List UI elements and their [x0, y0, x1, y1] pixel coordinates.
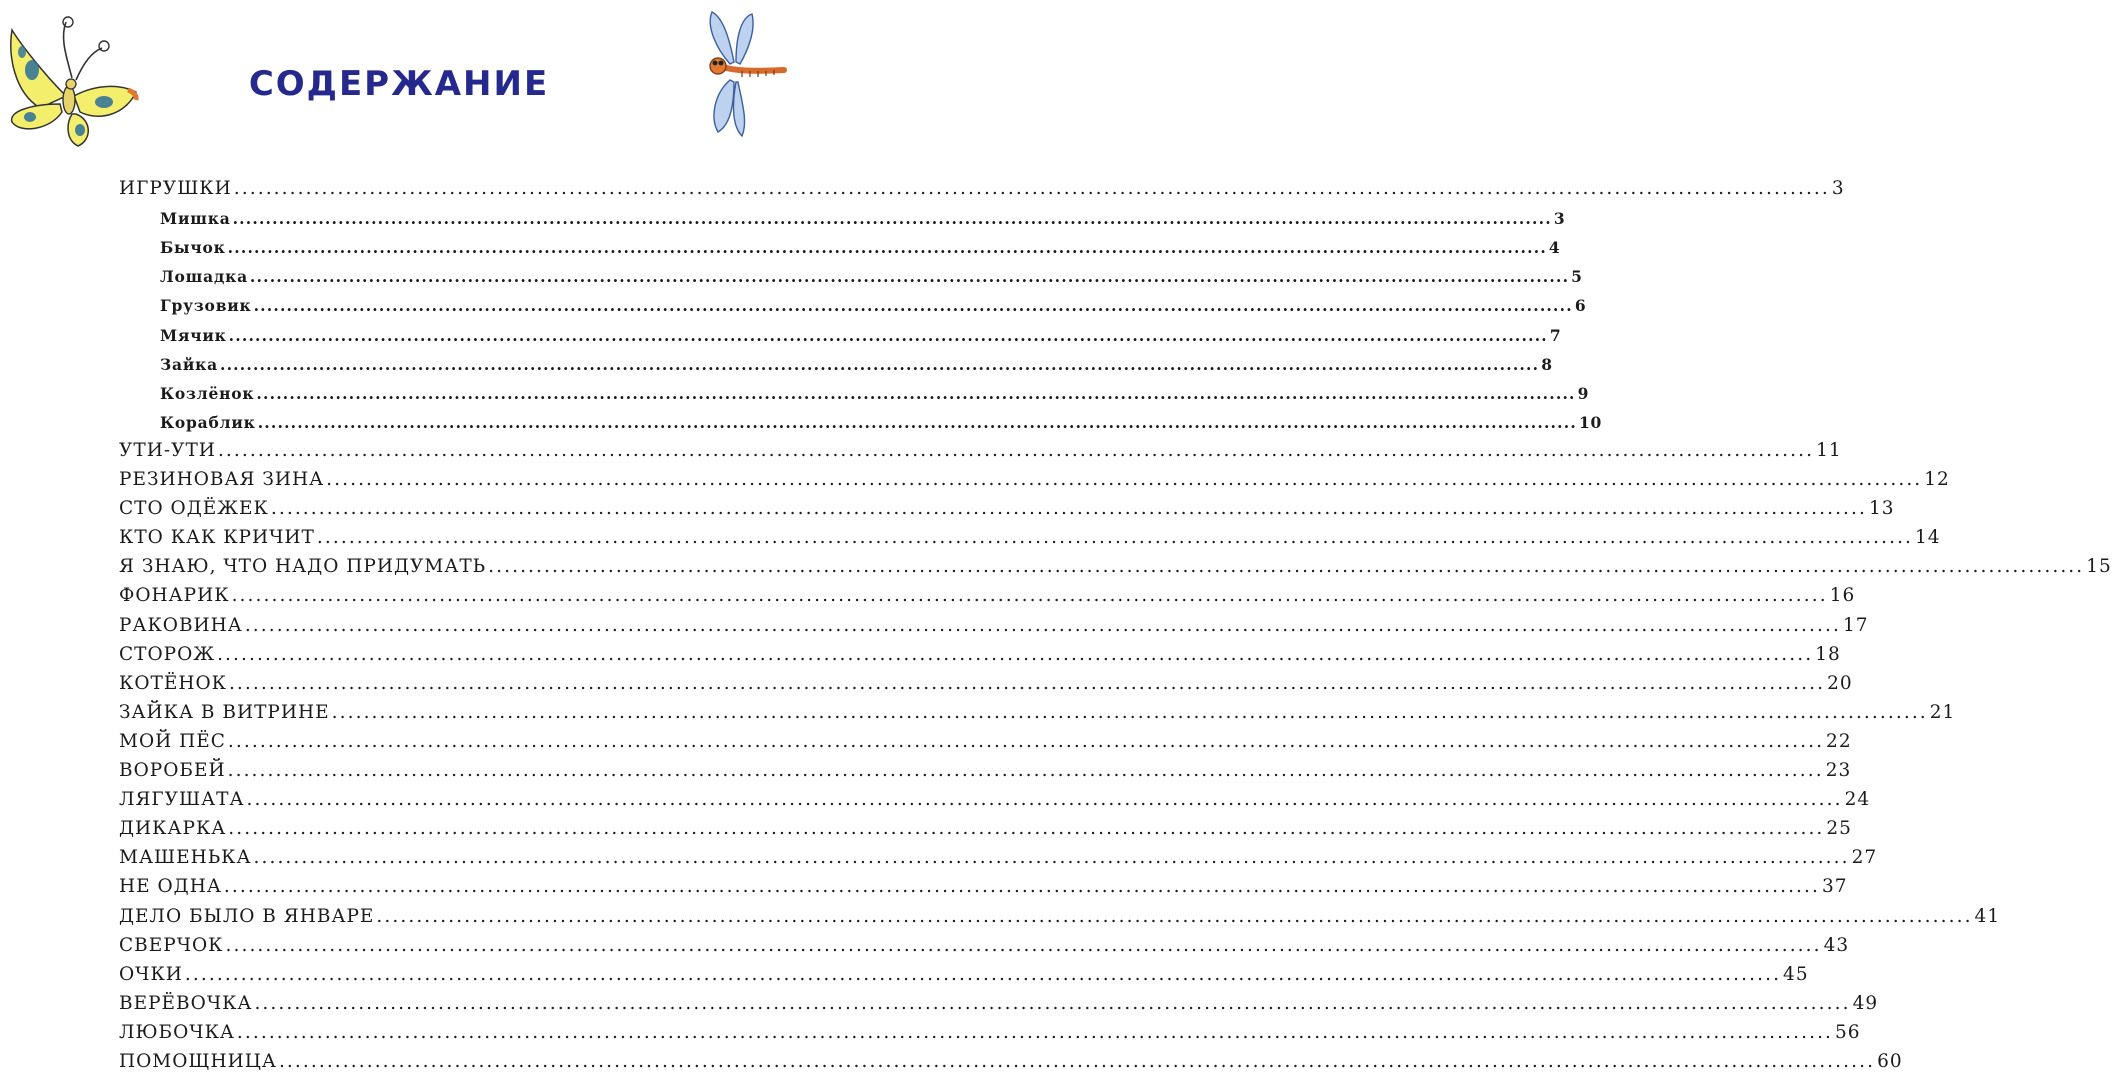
toc-entry-title: ОЧКИ: [119, 963, 183, 985]
toc-page-number: 15: [2086, 556, 2112, 578]
toc-entry: [0, 752, 1852, 781]
toc-page-number: 14: [1915, 527, 1941, 549]
toc-entry-title: СТО ОДЁЖЕК: [119, 498, 269, 520]
toc-entry-title: КТО КАК КРИЧИТ: [119, 527, 315, 549]
toc-entry-title: КОТЁНОК: [119, 672, 227, 694]
dot-leader: ........................................................................................................................................................................................................: [227, 760, 1824, 781]
dot-leader: ........................................................................................................................................................................................................: [244, 614, 1841, 636]
dot-leader: ........................................................................................................................................................................................................: [228, 325, 1548, 345]
toc-entry: [0, 1014, 1861, 1043]
toc-page-number: 3: [1553, 209, 1566, 229]
dot-leader: ........................................................................................................................................................................................................: [331, 701, 1928, 723]
toc-page-number: 25: [1826, 818, 1852, 840]
toc-entry-title: Мячик: [160, 325, 227, 345]
toc-entry: [0, 490, 1895, 520]
toc-page-number: 18: [1815, 643, 1841, 665]
toc-entry-title: ДЕЛО БЫЛО В ЯНВАРЕ: [119, 905, 375, 927]
toc-entry: [0, 723, 1852, 752]
toc-entry-title: Зайка: [160, 354, 218, 374]
dot-leader: ........................................................................................................................................................................................................: [236, 1021, 1834, 1043]
toc-page-number: 24: [1844, 789, 1871, 811]
toc-entry: [0, 810, 1852, 840]
toc-page-number: 8: [1541, 354, 1553, 374]
toc-entry-title: УТИ-УТИ: [119, 439, 216, 461]
toc-page-number: 41: [1974, 905, 2001, 927]
dot-leader: ........................................................................................................................................................................................................: [488, 556, 2085, 578]
toc-entry-title: НЕ ОДНА: [119, 876, 222, 898]
dot-leader: ........................................................................................................................................................................................................: [227, 730, 1825, 752]
toc-entry: [0, 519, 1941, 549]
toc-entry: [0, 1043, 1903, 1072]
toc-page-number: 23: [1825, 760, 1852, 781]
toc-entry: [0, 868, 1848, 898]
dot-leader: ........................................................................................................................................................................................................: [231, 585, 1828, 607]
toc-entry-title: Я ЗНАЮ, ЧТО НАДО ПРИДУМАТЬ: [119, 556, 487, 578]
toc-page-number: 5: [1571, 267, 1583, 287]
toc-entry-title: ВЕРЁВОЧКА: [119, 992, 253, 1014]
toc-entry: [0, 956, 1809, 985]
toc-page-number: 20: [1827, 672, 1853, 694]
dot-leader: ........................................................................................................................................................................................................: [253, 847, 1850, 869]
toc-page-number: 10: [1578, 412, 1603, 432]
toc-page-number: 43: [1823, 934, 1850, 956]
toc-entry-title: Козлёнок: [160, 383, 255, 403]
toc-subentry: [0, 257, 1583, 287]
dot-leader: ........................................................................................................................................................................................................: [223, 876, 1820, 898]
toc-page-number: 12: [1924, 469, 1950, 490]
toc-entry: [0, 577, 1856, 607]
dot-leader: ........................................................................................................................................................................................................: [376, 905, 1973, 927]
dot-leader: ........................................................................................................................................................................................................: [253, 296, 1573, 316]
toc-page-number: 60: [1877, 1051, 1903, 1072]
toc-entry: [0, 432, 1842, 461]
dot-leader: ........................................................................................................................................................................................................: [257, 412, 1577, 432]
toc-subentry: [0, 374, 1590, 403]
dot-leader: ........................................................................................................................................................................................................: [254, 992, 1851, 1014]
dot-leader: ........................................................................................................................................................................................................: [246, 789, 1843, 811]
dot-leader: ........................................................................................................................................................................................................: [249, 267, 1570, 287]
dot-leader: ........................................................................................................................................................................................................: [256, 383, 1576, 403]
toc-page-number: 56: [1835, 1021, 1861, 1043]
toc-subentry: [0, 316, 1562, 345]
toc-page-number: 27: [1851, 847, 1878, 869]
toc-entry: [0, 636, 1841, 665]
toc-page-number: 17: [1842, 614, 1869, 636]
toc-entry-title: Грузовик: [160, 296, 252, 316]
toc-page-number: 6: [1574, 296, 1587, 316]
dot-leader: ........................................................................................................................................................................................................: [217, 439, 1815, 461]
dot-leader: ........................................................................................................................................................................................................: [270, 498, 1867, 520]
toc-entry: [0, 607, 1869, 636]
toc-entry-title: ВОРОБЕЙ: [119, 760, 226, 781]
toc-subentry: [0, 199, 1566, 229]
toc-entry: [0, 985, 1879, 1014]
toc-entry-title: РАКОВИНА: [119, 614, 243, 636]
toc-entry: [0, 170, 1845, 199]
toc-subentry: [0, 286, 1587, 316]
toc-page-number: 16: [1829, 585, 1856, 607]
toc-entry: [0, 694, 1956, 723]
toc-entry: [0, 839, 1878, 869]
toc-entry-title: МАШЕНЬКА: [119, 847, 252, 869]
dot-leader: ........................................................................................................................................................................................................: [228, 672, 1826, 694]
toc-entry-title: Мишка: [160, 209, 231, 229]
toc-page-number: 22: [1826, 730, 1852, 752]
toc-entry-title: ЛЯГУШАТА: [119, 789, 245, 811]
toc-page-number: 3: [1831, 178, 1845, 199]
toc-page-number: 11: [1816, 439, 1842, 461]
dot-leader: ........................................................................................................................................................................................................: [233, 178, 1830, 199]
toc-subentry: [0, 403, 1603, 432]
toc-entry-title: Бычок: [160, 238, 226, 258]
toc-entry-title: Лошадка: [160, 267, 248, 287]
dot-leader: ........................................................................................................................................................................................................: [184, 963, 1782, 985]
dot-leader: ........................................................................................................................................................................................................: [227, 238, 1547, 258]
dot-leader: ........................................................................................................................................................................................................: [228, 818, 1825, 840]
dot-leader: ........................................................................................................................................................................................................: [225, 934, 1822, 956]
toc-page-number: 9: [1577, 383, 1590, 403]
page-title: СОДЕРЖАНИЕ: [248, 64, 550, 104]
dot-leader: ........................................................................................................................................................................................................: [316, 527, 1914, 549]
dot-leader: ........................................................................................................................................................................................................: [217, 643, 1814, 665]
toc-entry: [0, 461, 1950, 490]
toc-page-number: 13: [1869, 498, 1895, 520]
toc-subentry: [0, 345, 1553, 374]
toc-entry: [0, 898, 2001, 927]
toc-page-number: 45: [1783, 963, 1809, 985]
toc-entry-title: ЗАЙКА В ВИТРИНЕ: [119, 701, 330, 723]
toc-page-number: 4: [1548, 238, 1561, 258]
dot-leader: ........................................................................................................................................................................................................: [326, 469, 1923, 490]
dot-leader: ........................................................................................................................................................................................................: [232, 209, 1552, 229]
toc-page-number: 21: [1929, 701, 1956, 723]
toc-page-number: 7: [1549, 325, 1562, 345]
toc-entry: [0, 927, 1850, 956]
toc-entry-title: МОЙ ПЁС: [119, 730, 226, 752]
dot-leader: ........................................................................................................................................................................................................: [278, 1051, 1876, 1072]
toc-entry: [0, 548, 2112, 578]
toc-entry-title: РЕЗИНОВАЯ ЗИНА: [119, 469, 325, 490]
toc-entry: [0, 665, 1853, 694]
toc-entry: [0, 781, 1871, 811]
toc-page-number: 49: [1852, 992, 1879, 1014]
toc-page-number: 37: [1822, 876, 1848, 898]
toc-entry-title: ЛЮБОЧКА: [119, 1021, 235, 1043]
toc-entry-title: ПОМОЩНИЦА: [119, 1051, 277, 1072]
toc-subentry: [0, 228, 1561, 258]
toc-entry-title: ФОНАРИК: [119, 585, 230, 607]
dot-leader: ........................................................................................................................................................................................................: [219, 354, 1540, 374]
toc-entry-title: СВЕРЧОК: [119, 934, 224, 956]
toc-entry-title: СТОРОЖ: [119, 643, 216, 665]
toc-entry-title: ДИКАРКА: [119, 818, 227, 840]
toc-entry-title: Кораблик: [160, 412, 256, 432]
toc-entry-title: ИГРУШКИ: [119, 178, 232, 199]
